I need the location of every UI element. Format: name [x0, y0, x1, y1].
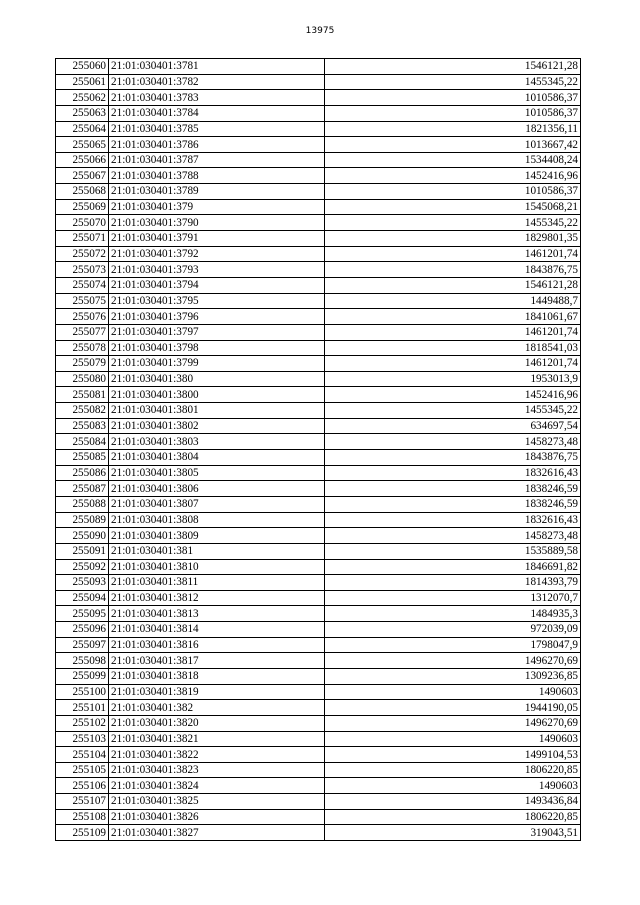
cadastral-number: 21:01:030401:3809 [109, 528, 325, 544]
cadastral-number: 21:01:030401:3800 [109, 387, 325, 403]
row-number: 255083 [56, 418, 109, 434]
cadastral-number: 21:01:030401:3792 [109, 246, 325, 262]
cadastral-value: 1843876,75 [325, 450, 581, 466]
cadastral-number: 21:01:030401:3801 [109, 403, 325, 419]
row-number: 255099 [56, 668, 109, 684]
cadastral-value: 1452416,96 [325, 168, 581, 184]
table-row [56, 90, 581, 106]
row-number: 255066 [56, 152, 109, 168]
table-row [56, 152, 581, 168]
row-number: 255085 [56, 450, 109, 466]
row-number: 255060 [56, 59, 109, 75]
cadastral-number: 21:01:030401:3802 [109, 418, 325, 434]
table-row [56, 512, 581, 528]
cadastral-number: 21:01:030401:3824 [109, 778, 325, 794]
table-row [56, 715, 581, 731]
table-body [56, 59, 581, 841]
cadastral-number: 21:01:030401:3820 [109, 715, 325, 731]
cadastral-number: 21:01:030401:3817 [109, 653, 325, 669]
table-row [56, 387, 581, 403]
row-number: 255067 [56, 168, 109, 184]
table-row [56, 481, 581, 497]
row-number: 255094 [56, 590, 109, 606]
table-row [56, 528, 581, 544]
cadastral-number: 21:01:030401:3805 [109, 465, 325, 481]
cadastral-value: 1312070,7 [325, 590, 581, 606]
row-number: 255072 [56, 246, 109, 262]
row-number: 255101 [56, 700, 109, 716]
row-number: 255065 [56, 137, 109, 153]
table-row [56, 778, 581, 794]
row-number: 255070 [56, 215, 109, 231]
row-number: 255062 [56, 90, 109, 106]
table-row [56, 731, 581, 747]
cadastral-value: 1484935,3 [325, 606, 581, 622]
cadastral-value: 1535889,58 [325, 543, 581, 559]
cadastral-value: 1499104,53 [325, 747, 581, 763]
cadastral-number: 21:01:030401:3789 [109, 184, 325, 200]
row-number: 255096 [56, 622, 109, 638]
table-row [56, 371, 581, 387]
row-number: 255097 [56, 637, 109, 653]
cadastral-value: 1461201,74 [325, 324, 581, 340]
cadastral-value: 1452416,96 [325, 387, 581, 403]
row-number: 255098 [56, 653, 109, 669]
table-row [56, 246, 581, 262]
cadastral-value: 1010586,37 [325, 90, 581, 106]
cadastral-number: 21:01:030401:3806 [109, 481, 325, 497]
cadastral-value: 1838246,59 [325, 481, 581, 497]
cadastral-value: 1534408,24 [325, 152, 581, 168]
cadastral-number: 21:01:030401:3823 [109, 762, 325, 778]
row-number: 255092 [56, 559, 109, 575]
row-number: 255071 [56, 231, 109, 247]
cadastral-value: 634697,54 [325, 418, 581, 434]
cadastral-number: 21:01:030401:3827 [109, 825, 325, 841]
row-number: 255077 [56, 324, 109, 340]
cadastral-number: 21:01:030401:3783 [109, 90, 325, 106]
cadastral-value: 1496270,69 [325, 653, 581, 669]
cadastral-number: 21:01:030401:3787 [109, 152, 325, 168]
table-row [56, 403, 581, 419]
page-number: 13975 [305, 26, 335, 36]
cadastral-value: 1490603 [325, 684, 581, 700]
cadastral-number: 21:01:030401:3819 [109, 684, 325, 700]
table-row [56, 418, 581, 434]
cadastral-value: 1546121,28 [325, 277, 581, 293]
row-number: 255063 [56, 105, 109, 121]
table-row [56, 637, 581, 653]
cadastral-number: 21:01:030401:3797 [109, 324, 325, 340]
cadastral-value: 1545068,21 [325, 199, 581, 215]
cadastral-number: 21:01:030401:3826 [109, 809, 325, 825]
cadastral-number: 21:01:030401:3791 [109, 231, 325, 247]
row-number: 255100 [56, 684, 109, 700]
cadastral-value: 1832616,43 [325, 512, 581, 528]
cadastral-number: 21:01:030401:3814 [109, 622, 325, 638]
cadastral-value: 1455345,22 [325, 74, 581, 90]
table-row [56, 825, 581, 841]
cadastral-number: 21:01:030401:3810 [109, 559, 325, 575]
cadastral-number: 21:01:030401:3781 [109, 59, 325, 75]
row-number: 255086 [56, 465, 109, 481]
cadastral-value: 1821356,11 [325, 121, 581, 137]
table-row [56, 231, 581, 247]
table-row [56, 465, 581, 481]
row-number: 255074 [56, 277, 109, 293]
row-number: 255106 [56, 778, 109, 794]
table-row [56, 700, 581, 716]
row-number: 255091 [56, 543, 109, 559]
cadastral-value: 1944190,05 [325, 700, 581, 716]
table-row [56, 434, 581, 450]
cadastral-number: 21:01:030401:381 [109, 543, 325, 559]
cadastral-value: 1496270,69 [325, 715, 581, 731]
cadastral-number: 21:01:030401:3808 [109, 512, 325, 528]
table-row [56, 74, 581, 90]
table-row [56, 684, 581, 700]
table-row [56, 794, 581, 810]
cadastral-number: 21:01:030401:3794 [109, 277, 325, 293]
row-number: 255084 [56, 434, 109, 450]
table-row [56, 137, 581, 153]
cadastral-number: 21:01:030401:3818 [109, 668, 325, 684]
cadastral-number: 21:01:030401:380 [109, 371, 325, 387]
table-row [56, 199, 581, 215]
cadastral-value: 1832616,43 [325, 465, 581, 481]
cadastral-value: 1806220,85 [325, 762, 581, 778]
cadastral-number: 21:01:030401:3822 [109, 747, 325, 763]
cadastral-value: 1309236,85 [325, 668, 581, 684]
table-row [56, 215, 581, 231]
cadastral-number: 21:01:030401:3804 [109, 450, 325, 466]
cadastral-number: 21:01:030401:3785 [109, 121, 325, 137]
cadastral-number: 21:01:030401:3816 [109, 637, 325, 653]
row-number: 255103 [56, 731, 109, 747]
cadastral-value: 1010586,37 [325, 105, 581, 121]
cadastral-value: 1490603 [325, 731, 581, 747]
cadastral-value: 1846691,82 [325, 559, 581, 575]
cadastral-value: 1806220,85 [325, 809, 581, 825]
row-number: 255075 [56, 293, 109, 309]
table-row [56, 622, 581, 638]
table-row [56, 606, 581, 622]
row-number: 255107 [56, 794, 109, 810]
row-number: 255073 [56, 262, 109, 278]
row-number: 255080 [56, 371, 109, 387]
cadastral-value: 1843876,75 [325, 262, 581, 278]
cadastral-value: 1546121,28 [325, 59, 581, 75]
table-row [56, 121, 581, 137]
cadastral-value: 319043,51 [325, 825, 581, 841]
cadastral-value: 1841061,67 [325, 309, 581, 325]
row-number: 255061 [56, 74, 109, 90]
table-row [56, 590, 581, 606]
table-row [56, 496, 581, 512]
cadastral-value: 1953013,9 [325, 371, 581, 387]
table-row [56, 653, 581, 669]
row-number: 255104 [56, 747, 109, 763]
cadastral-value: 1493436,84 [325, 794, 581, 810]
row-number: 255069 [56, 199, 109, 215]
cadastral-number: 21:01:030401:3788 [109, 168, 325, 184]
row-number: 255089 [56, 512, 109, 528]
table-row [56, 168, 581, 184]
cadastral-number: 21:01:030401:3825 [109, 794, 325, 810]
row-number: 255102 [56, 715, 109, 731]
cadastral-value: 1458273,48 [325, 434, 581, 450]
cadastral-value: 1013667,42 [325, 137, 581, 153]
row-number: 255082 [56, 403, 109, 419]
cadastral-number: 21:01:030401:3811 [109, 575, 325, 591]
cadastral-value: 1818541,03 [325, 340, 581, 356]
cadastral-number: 21:01:030401:3807 [109, 496, 325, 512]
row-number: 255090 [56, 528, 109, 544]
cadastral-number: 21:01:030401:3786 [109, 137, 325, 153]
cadastral-value: 1449488,7 [325, 293, 581, 309]
table-row [56, 59, 581, 75]
cadastral-value-table [55, 58, 581, 841]
table-row [56, 324, 581, 340]
table-row [56, 559, 581, 575]
cadastral-number: 21:01:030401:379 [109, 199, 325, 215]
table-row [56, 747, 581, 763]
cadastral-value: 1461201,74 [325, 356, 581, 372]
cadastral-value: 1490603 [325, 778, 581, 794]
table-row [56, 262, 581, 278]
cadastral-number: 21:01:030401:3795 [109, 293, 325, 309]
cadastral-number: 21:01:030401:3812 [109, 590, 325, 606]
row-number: 255109 [56, 825, 109, 841]
table-row [56, 356, 581, 372]
cadastral-value: 1455345,22 [325, 215, 581, 231]
table-row [56, 309, 581, 325]
table-row [56, 277, 581, 293]
cadastral-number: 21:01:030401:3790 [109, 215, 325, 231]
row-number: 255105 [56, 762, 109, 778]
cadastral-value: 1458273,48 [325, 528, 581, 544]
table-row [56, 668, 581, 684]
table-row [56, 184, 581, 200]
cadastral-value: 1455345,22 [325, 403, 581, 419]
table-row [56, 809, 581, 825]
table-row [56, 340, 581, 356]
cadastral-value: 972039,09 [325, 622, 581, 638]
cadastral-number: 21:01:030401:3793 [109, 262, 325, 278]
row-number: 255088 [56, 496, 109, 512]
row-number: 255079 [56, 356, 109, 372]
row-number: 255081 [56, 387, 109, 403]
table-row [56, 575, 581, 591]
table-row [56, 293, 581, 309]
cadastral-number: 21:01:030401:3803 [109, 434, 325, 450]
cadastral-number: 21:01:030401:3799 [109, 356, 325, 372]
table-row [56, 450, 581, 466]
cadastral-value: 1814393,79 [325, 575, 581, 591]
cadastral-number: 21:01:030401:3782 [109, 74, 325, 90]
row-number: 255064 [56, 121, 109, 137]
row-number: 255108 [56, 809, 109, 825]
row-number: 255076 [56, 309, 109, 325]
cadastral-value: 1829801,35 [325, 231, 581, 247]
cadastral-value: 1461201,74 [325, 246, 581, 262]
cadastral-number: 21:01:030401:3796 [109, 309, 325, 325]
row-number: 255095 [56, 606, 109, 622]
cadastral-number: 21:01:030401:3813 [109, 606, 325, 622]
row-number: 255068 [56, 184, 109, 200]
cadastral-number: 21:01:030401:3798 [109, 340, 325, 356]
row-number: 255093 [56, 575, 109, 591]
row-number: 255087 [56, 481, 109, 497]
cadastral-number: 21:01:030401:3821 [109, 731, 325, 747]
cadastral-number: 21:01:030401:382 [109, 700, 325, 716]
cadastral-number: 21:01:030401:3784 [109, 105, 325, 121]
table-row [56, 762, 581, 778]
table-row [56, 543, 581, 559]
cadastral-value: 1010586,37 [325, 184, 581, 200]
table-row [56, 105, 581, 121]
cadastral-value: 1838246,59 [325, 496, 581, 512]
row-number: 255078 [56, 340, 109, 356]
cadastral-value: 1798047,9 [325, 637, 581, 653]
